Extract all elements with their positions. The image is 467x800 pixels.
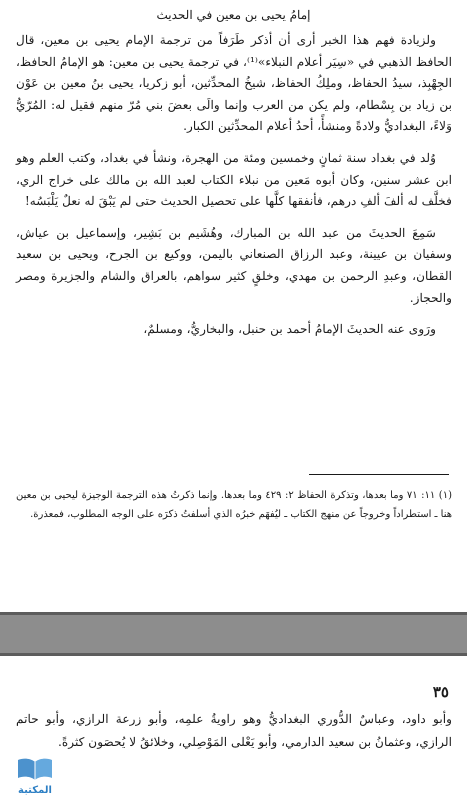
footnote-text: (١) ١١: ٧١ وما بعدها، وتذكرة الحفاظ ٢: ٤٢٩ وما بعدها. وإنما ذكرتُ هذه الترجمة الوجيزة ليحيى بن معين هنا ـ استطراداً وخروجاً عن منهج الكتاب ـ ليُفهَم خبرُه الذي أسلفتُ ذكرَه على الوجه المطلوب، فمعذرة. [16, 490, 452, 520]
divider-bottom-strip [0, 653, 467, 656]
page-divider-band [0, 612, 467, 656]
paragraph-1: ولزيادة فهم هذا الخبر أرى أن أذكر طَرَفاً من ترجمة الإمام يحيى بن معين، قال الحافظ الذهبي في «سِيَر أعلام النبلاء»⁽¹⁾، في ترجمة يحيى بن معين: هو الإمامُ الحافظ، الجِهْبِذ، سيدُ الحفاظ، وملِكُ الحفاظ، شيخُ المحدِّثين، أبو زكريا، يحيى بنُ معين بن عَوْن بن زياد بن بِسْطام، ولم يكن من العرب وإنما والَى بعضَ بني مُرّ منهم فقيل له: المُرّيُّ وَلاءً، البغداديُّ ولادةً ومنشأً، أحدُ أعلام المحدِّثين الكبار. [16, 33, 452, 134]
continuation-body-text [16, 708, 452, 754]
paragraph-4: ورَوى عنه الحديثَ الإمامُ أحمد بن حنبل، والبخاريُّ، ومسلمٌ، [143, 322, 436, 337]
running-header: إمامُ يحيى بن معين في الحديث [156, 8, 311, 22]
page-number: ٣٥ [432, 683, 449, 701]
main-body-text [16, 30, 452, 351]
footnote-block [16, 486, 452, 524]
open-book-icon [16, 756, 54, 782]
continuation-paragraph: وأبو داود، وعباسٌ الدُّوري البغداديُّ وهو راويةُ علمِه، وأبو زرعة الرازي، وأبو حاتم الرازي، وعثمانُ بن سعيد الدارمي، وأبو يَعْلى المَوْصِلي، وخلائقُ لا يُحصَون كثرةً. [16, 712, 452, 749]
watermark-label: المكتبة [18, 785, 52, 796]
paragraph-2: وُلد في بغداد سنة ثمانٍ وخمسين ومئة من الهجرة، ونشأ في بغداد، وكتب العلم وهو ابن عشر سنين، وكان أبوه مَعين من نبلاء الكتاب لعبد الله بن مالك على خراج الري، فخلَّف له ألفَ ألفِ درهم، فأنفقها كلَّها على تحصيل الحديث حتى لم يَبْقَ له نعلٌ يَلْبَسُه! [16, 150, 452, 209]
paragraph-3: سَمِعَ الحديثَ من عبد الله بن المبارك، وهُشَيم بن بَشِير، وإسماعيل بن عياش، وسفيان بن عيينة، وعبد الرزاق الصنعاني باليمن، ووكيع بن الجرح، ويحيى بن سعيد القطان، وعبدِ الرحمن بن مهدي، وخلقٍ كثير سواهم، بالعراق والشام والجزيرة ومصر والحجاز. [16, 225, 452, 305]
library-watermark [6, 756, 64, 796]
divider-top-strip [0, 612, 467, 615]
footnote-separator [309, 474, 449, 475]
